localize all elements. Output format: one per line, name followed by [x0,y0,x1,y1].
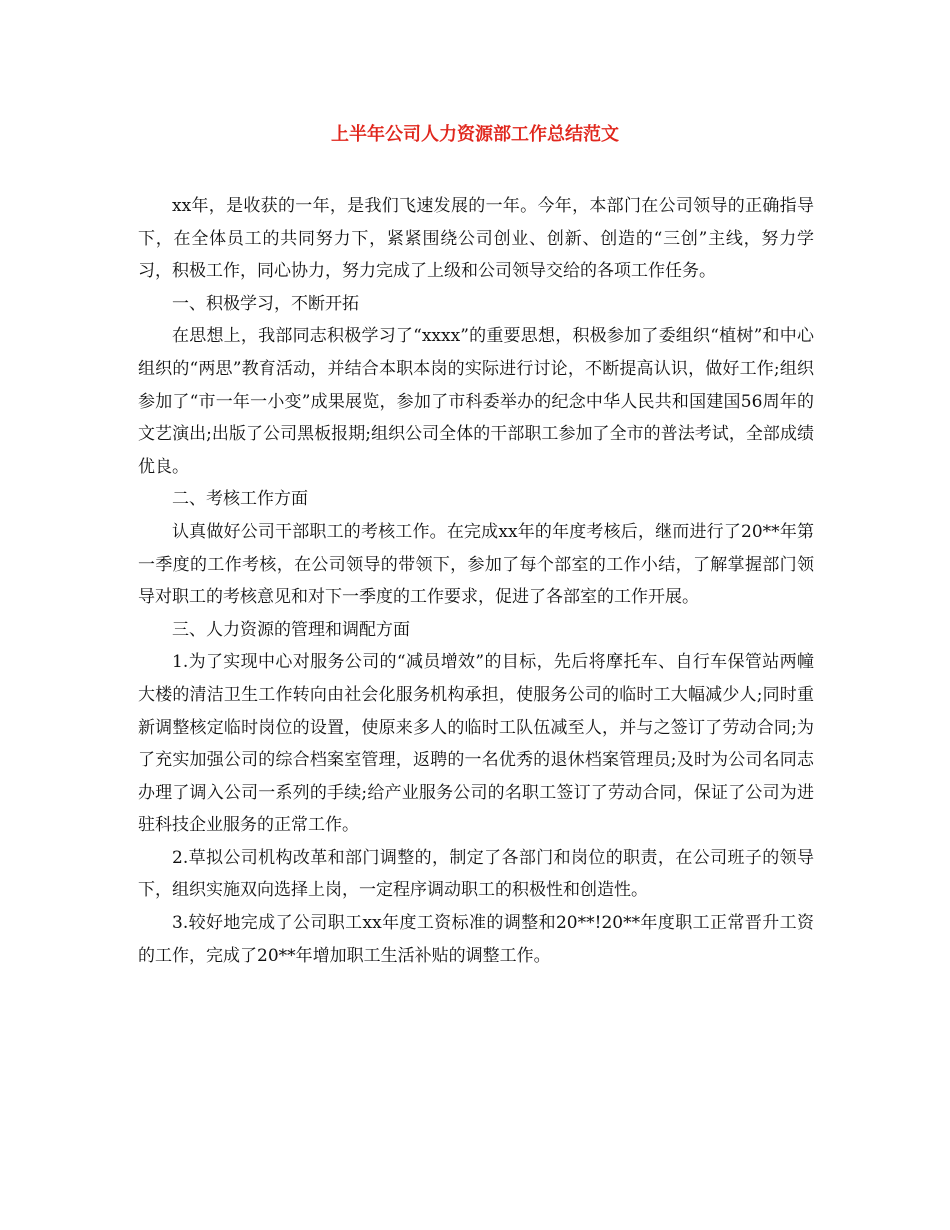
paragraph-assessment: 认真做好公司干部职工的考核工作。在完成xx年的年度考核后，继而进行了20**年第一季度的工作考核，在公司领导的带领下，参加了每个部室的工作小结，了解掌握部门领导对职工的考核意见和对下一季度的工作要求，促进了各部室的工作开展。 [138,521,814,608]
paragraph-item-2: 2.草拟公司机构改革和部门调整的，制定了各部门和岗位的职责，在公司班子的领导下，组织实施双向选择上岗，一定程序调动职工的积极性和创造性。 [138,847,814,901]
paragraph-intro: xx年，是收获的一年，是我们飞速发展的一年。今年，本部门在公司领导的正确指导下，在全体员工的共同努力下，紧紧围绕公司创业、创新、创造的“三创”主线，努力学习，积极工作，同心协力，努力完成了上级和公司领导交给的各项工作任务。 [138,196,814,282]
paragraph-study: 在思想上，我部同志积极学习了“xxxx”的重要思想，积极参加了委组织“植树”和中心组织的“两思”教育活动，并结合本职本岗的实际进行讨论，不断提高认识，做好工作;组织参加了“市一年一小变”成果展览，参加了市科委举办的纪念中华人民共和国建国56周年的文艺演出;出版了公司黑板报期;组织公司全体的干部职工参加了全市的普法考试，全部成绩优良。 [138,326,814,477]
section-heading-1: 一、积极学习，不断开拓 [172,293,359,314]
document-body [138,190,814,972]
paragraph-item-1: 1.为了实现中心对服务公司的“减员增效”的目标，先后将摩托车、自行车保管站两幢大楼的清洁卫生工作转向由社会化服务机构承担，使服务公司的临时工大幅减少人;同时重新调整核定临时岗位的设置，使原来多人的临时工队伍减至人，并与之签订了劳动合同;为了充实加强公司的综合档案室管理，返聘的一名优秀的退休档案管理员;及时为公司名同志办理了调入公司一系列的手续;给产业服务公司的名职工签订了劳动合同，保证了公司为进驻科技企业服务的正常工作。 [138,652,814,836]
document-title: 上半年公司人力资源部工作总结范文 [331,124,619,145]
paragraph-item-3: 3.较好地完成了公司职工xx年度工资标准的调整和20**!20**年度职工正常晋升工资的工作，完成了20**年增加职工生活补贴的调整工作。 [138,913,814,966]
section-heading-2: 二、考核工作方面 [172,489,308,510]
section-heading-3: 三、人力资源的管理和调配方面 [172,619,410,640]
